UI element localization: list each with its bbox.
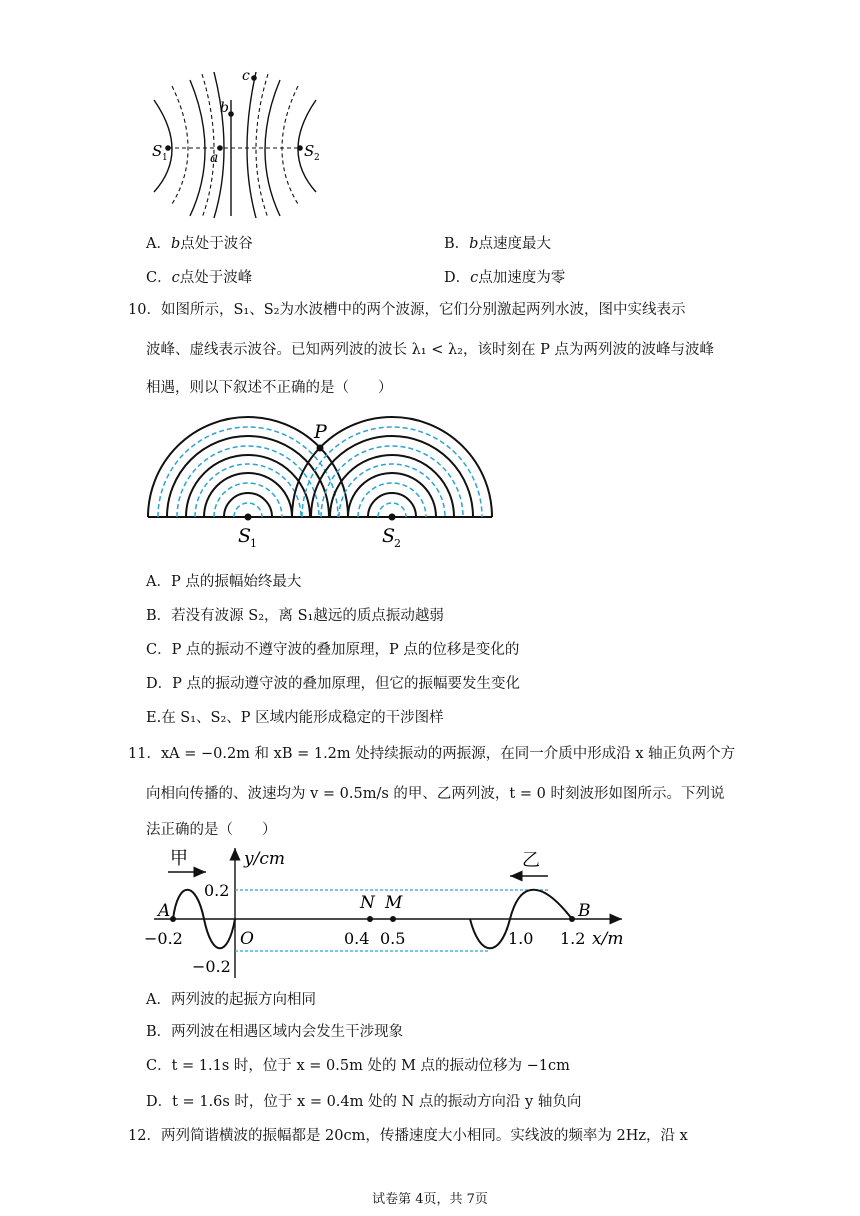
q11-stem-line3: 法正确的是（ ）: [146, 822, 277, 838]
q10-option-e: E.在 S₁、S₂、P 区域内能形成稳定的干涉图样: [146, 710, 444, 726]
q11-wave-graph: [140, 840, 660, 980]
label-point-b: B: [578, 901, 591, 921]
label-y-neg: −0.2: [192, 957, 231, 976]
label-x-04: 0.4: [344, 929, 370, 948]
label-xlabel: x/m: [592, 929, 624, 949]
label-s1-sub: 1: [162, 153, 168, 163]
label-s1: S: [238, 525, 252, 547]
q10-stem-line1: 10．如图所示，S₁、S₂为水波槽中的两个波源，它们分别激起两列水波，图中实线表示: [128, 302, 686, 318]
q10-option-a: A．P 点的振幅始终最大: [146, 574, 302, 590]
q9-option-b: B．b点速度最大: [444, 236, 551, 252]
q10-stem-line2: 波峰、虚线表示波谷。已知两列波的波长 λ₁ < λ₂，该时刻在 P 点为两列波的波峰与波峰: [146, 342, 714, 358]
label-b: b: [220, 100, 229, 116]
label-point-a: A: [158, 901, 171, 921]
label-s1: S: [152, 142, 163, 160]
label-ylabel: y/cm: [244, 849, 285, 869]
q12-stem-line1: 12．两列简谐横波的振幅都是 20cm，传播速度大小相同。实线波的频率为 2Hz，沿 x: [128, 1128, 688, 1144]
label-c: c: [242, 68, 250, 84]
q11-option-b: B．两列波在相遇区域内会发生干涉现象: [146, 1024, 404, 1040]
label-s2: S: [382, 525, 396, 547]
q11-stem-line2: 向相向传播的、波速均为 v = 0.5m/s 的甲、乙两列波，t = 0 时刻波形如图所示。下列说: [146, 786, 725, 802]
label-jia: 甲: [170, 848, 188, 869]
label-x-05: 0.5: [380, 929, 406, 948]
label-s2: S: [304, 142, 315, 160]
q11-option-a: A．两列波的起振方向相同: [146, 992, 316, 1008]
q10-option-c: C．P 点的振动不遵守波的叠加原理，P 点的位移是变化的: [146, 642, 520, 658]
q9-option-d: D．c点加速度为零: [444, 270, 566, 286]
label-x-12: 1.2: [560, 929, 586, 948]
q10-wave-sources-figure: [140, 412, 500, 552]
q9-option-a: A．b点处于波谷: [146, 236, 253, 252]
q11-stem-line1: 11．xA = −0.2m 和 xB = 1.2m 处持续振动的两振源，在同一介质中形成沿 x 轴正负两个方: [128, 746, 736, 762]
label-origin: O: [240, 929, 254, 949]
label-x-neg02: −0.2: [144, 929, 183, 948]
label-a: a: [210, 150, 219, 166]
q10-option-b: B．若没有波源 S₂，离 S₁越远的质点振动越弱: [146, 608, 444, 624]
label-p: P: [314, 421, 327, 443]
label-s2-sub: 2: [394, 537, 401, 550]
q10-stem-line3: 相遇，则以下叙述不正确的是（ ）: [146, 380, 393, 396]
label-point-n: N: [360, 893, 375, 913]
label-x-10: 1.0: [508, 929, 534, 948]
label-s2-sub: 2: [314, 153, 320, 163]
label-s1-sub: 1: [250, 537, 257, 550]
q10-option-d: D．P 点的振动遵守波的叠加原理，但它的振幅要发生变化: [146, 676, 520, 692]
label-yi: 乙: [522, 850, 540, 871]
label-y-pos: 0.2: [204, 881, 230, 900]
page-footer: 试卷第 4页，共 7页: [372, 1192, 488, 1207]
q9-option-c: C．c点处于波峰: [146, 270, 253, 286]
q11-option-c: C．t = 1.1s 时，位于 x = 0.5m 处的 M 点的振动位移为 −1cm: [146, 1058, 570, 1074]
q11-option-d: D．t = 1.6s 时，位于 x = 0.4m 处的 N 点的振动方向沿 y 轴负向: [146, 1094, 582, 1110]
label-point-m: M: [385, 893, 403, 913]
q9-interference-figure: [140, 64, 340, 224]
